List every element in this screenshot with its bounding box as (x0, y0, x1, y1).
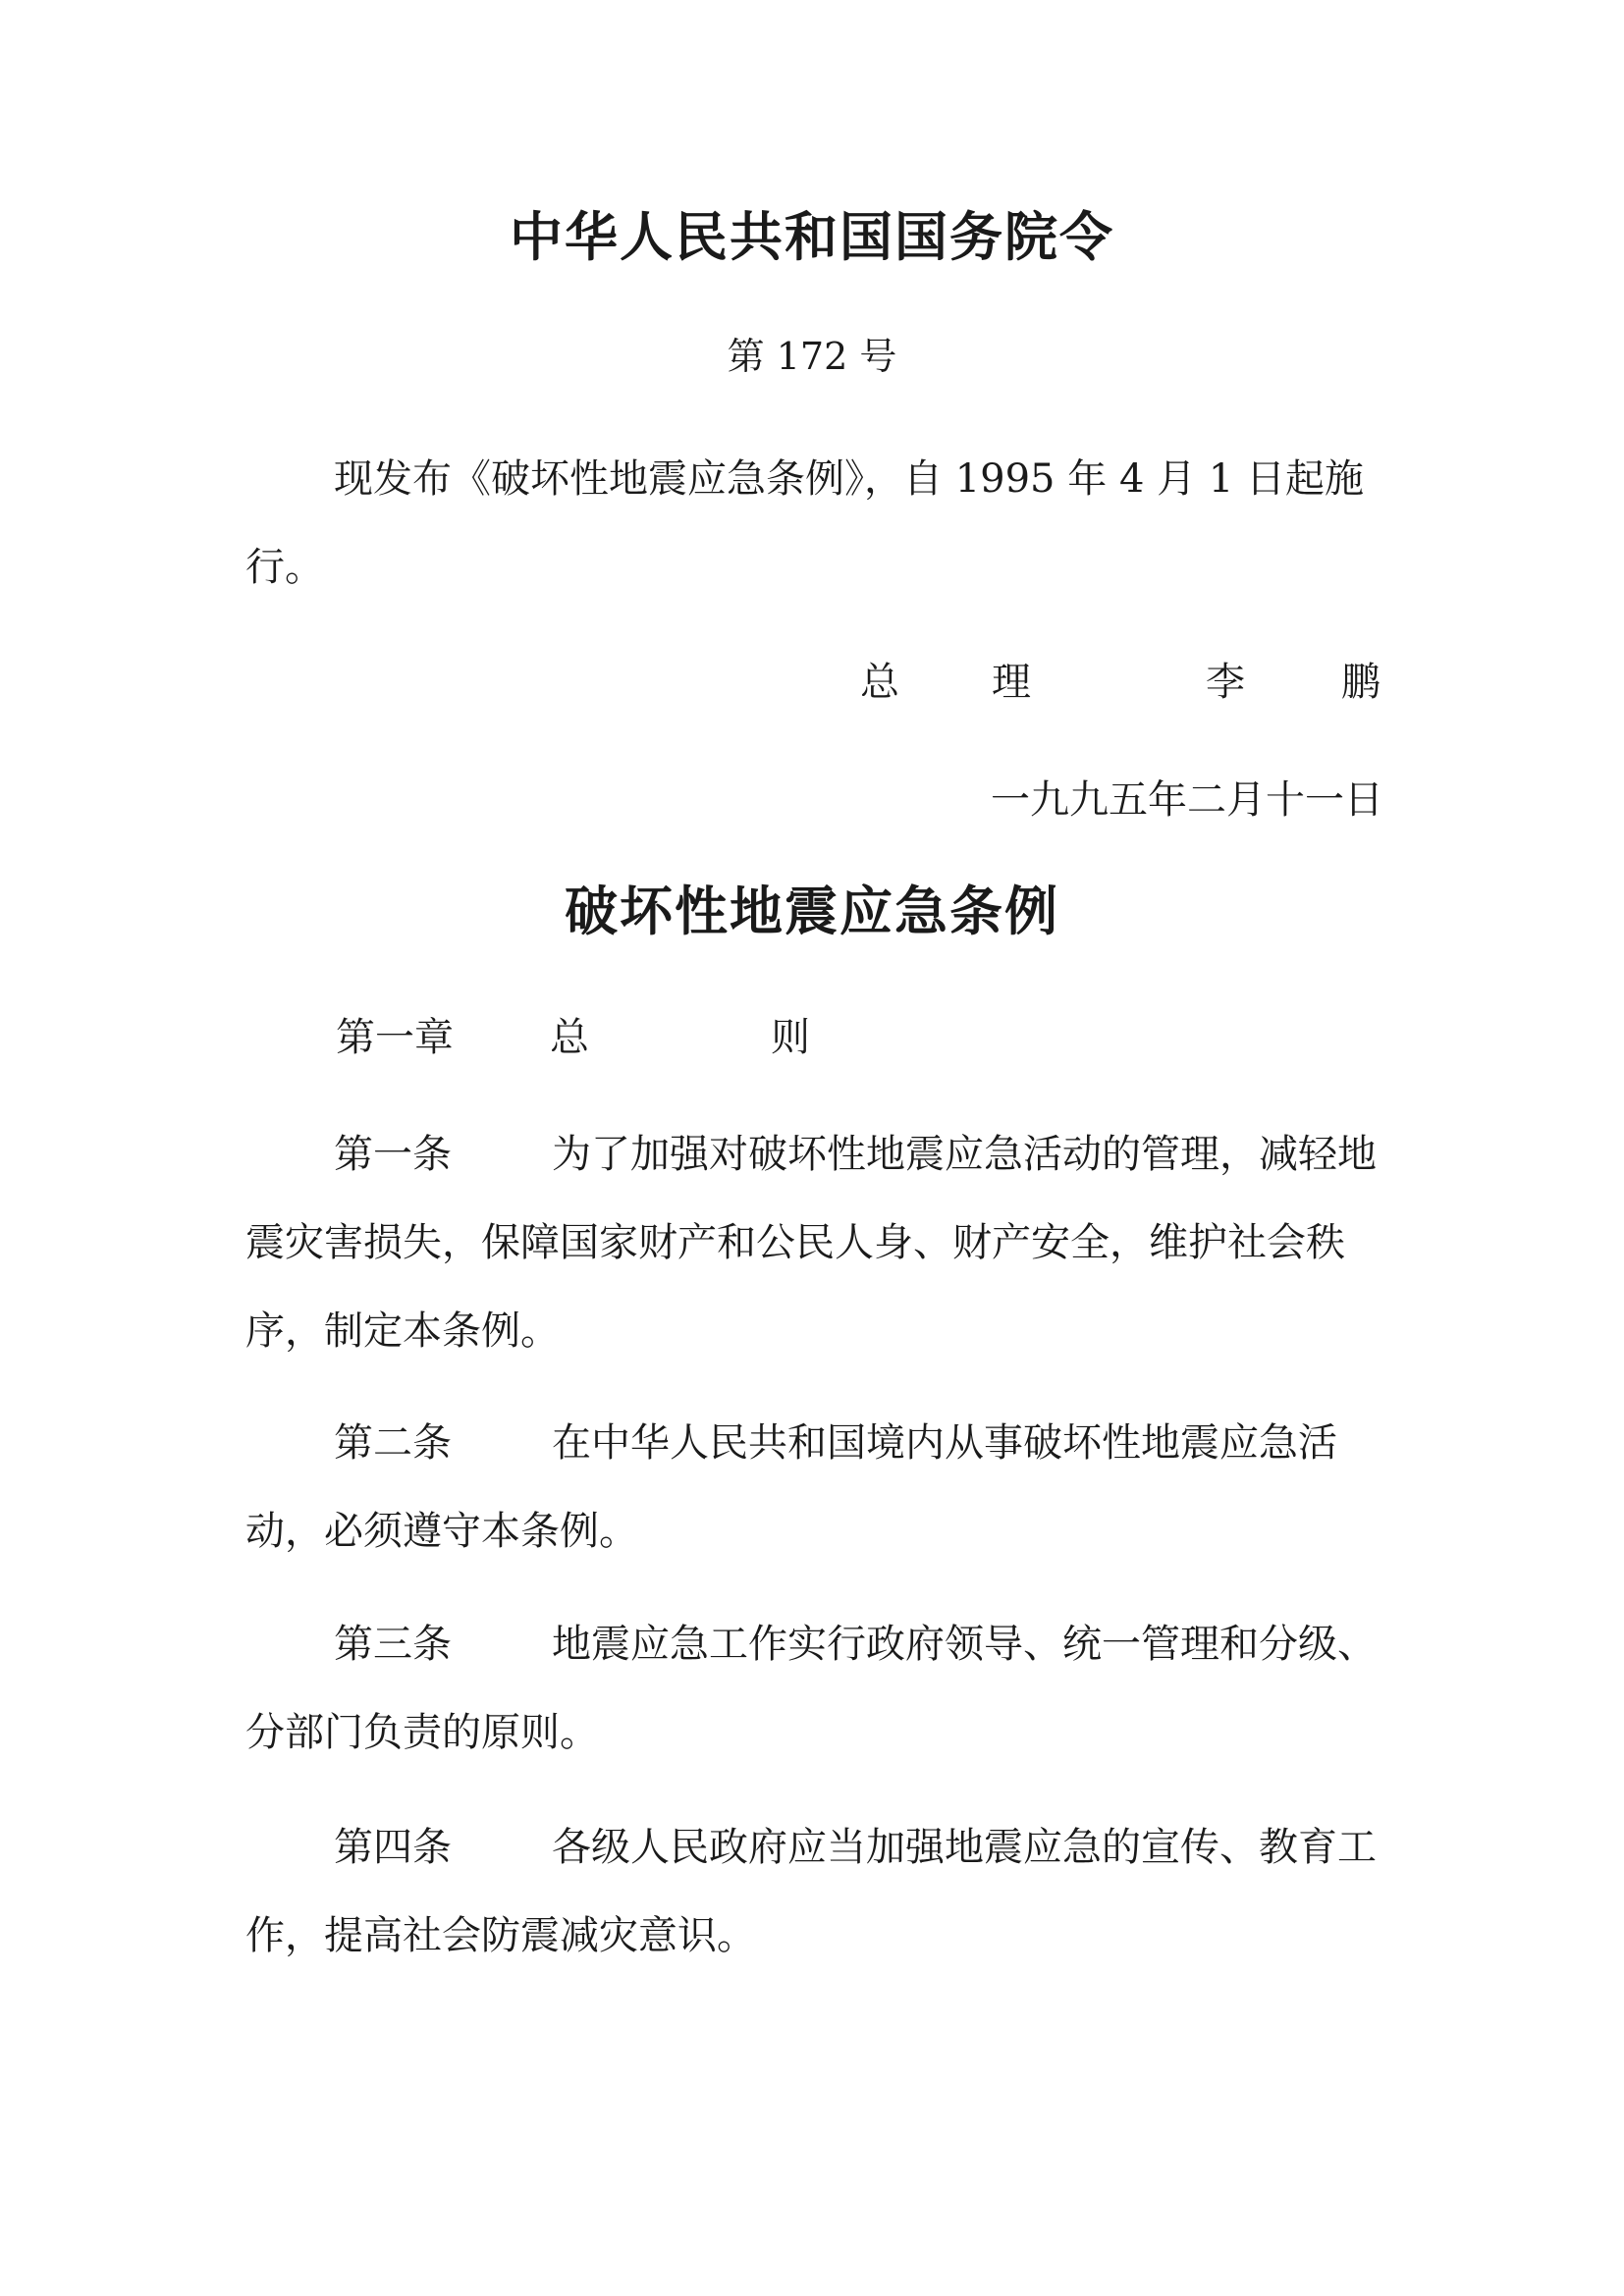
signatory-name-char: 李 (1206, 660, 1245, 705)
article-label: 第一条 (334, 1132, 452, 1177)
regulation-title: 破坏性地震应急条例 (565, 881, 1059, 942)
article (245, 1110, 1384, 1375)
article-label: 第三条 (334, 1622, 452, 1667)
article-text: 各级人民政府应当加强地震应急的宣传、教育工作，提高社会防震减灾意识。 (245, 1825, 1377, 1958)
article-text: 在中华人民共和国境内从事破坏性地震应急活动，必须遵守本条例。 (245, 1420, 1337, 1554)
chapter-name-char: 总 (550, 1015, 589, 1060)
article-label: 第四条 (334, 1825, 452, 1870)
signatory-title-char: 总 (860, 660, 899, 705)
article (245, 1399, 1384, 1575)
article (245, 1803, 1384, 1980)
decree-intro-text: 现发布《破坏性地震应急条例》，自 1995 年 4 月 1 日起施行。 (245, 456, 1364, 590)
signatory-title-char: 理 (992, 660, 1031, 705)
signatory-name-char: 鹏 (1341, 660, 1380, 705)
article-label: 第二条 (334, 1420, 452, 1466)
decree-date: 一九九五年二月十一日 (991, 777, 1383, 823)
article-text: 为了加强对破坏性地震应急活动的管理，减轻地震灾害损失，保障国家财产和公民人身、财产安全，维护社会秩序，制定本条例。 (245, 1132, 1377, 1354)
article-text: 地震应急工作实行政府领导、统一管理和分级、分部门负责的原则。 (245, 1622, 1377, 1755)
decree-title: 中华人民共和国国务院令 (510, 206, 1114, 268)
decree-number: 第 172 号 (727, 335, 897, 378)
chapter-number: 第一章 (336, 1015, 454, 1060)
chapter-name-char: 则 (771, 1015, 810, 1060)
decree-intro (245, 435, 1384, 612)
article (245, 1600, 1384, 1777)
